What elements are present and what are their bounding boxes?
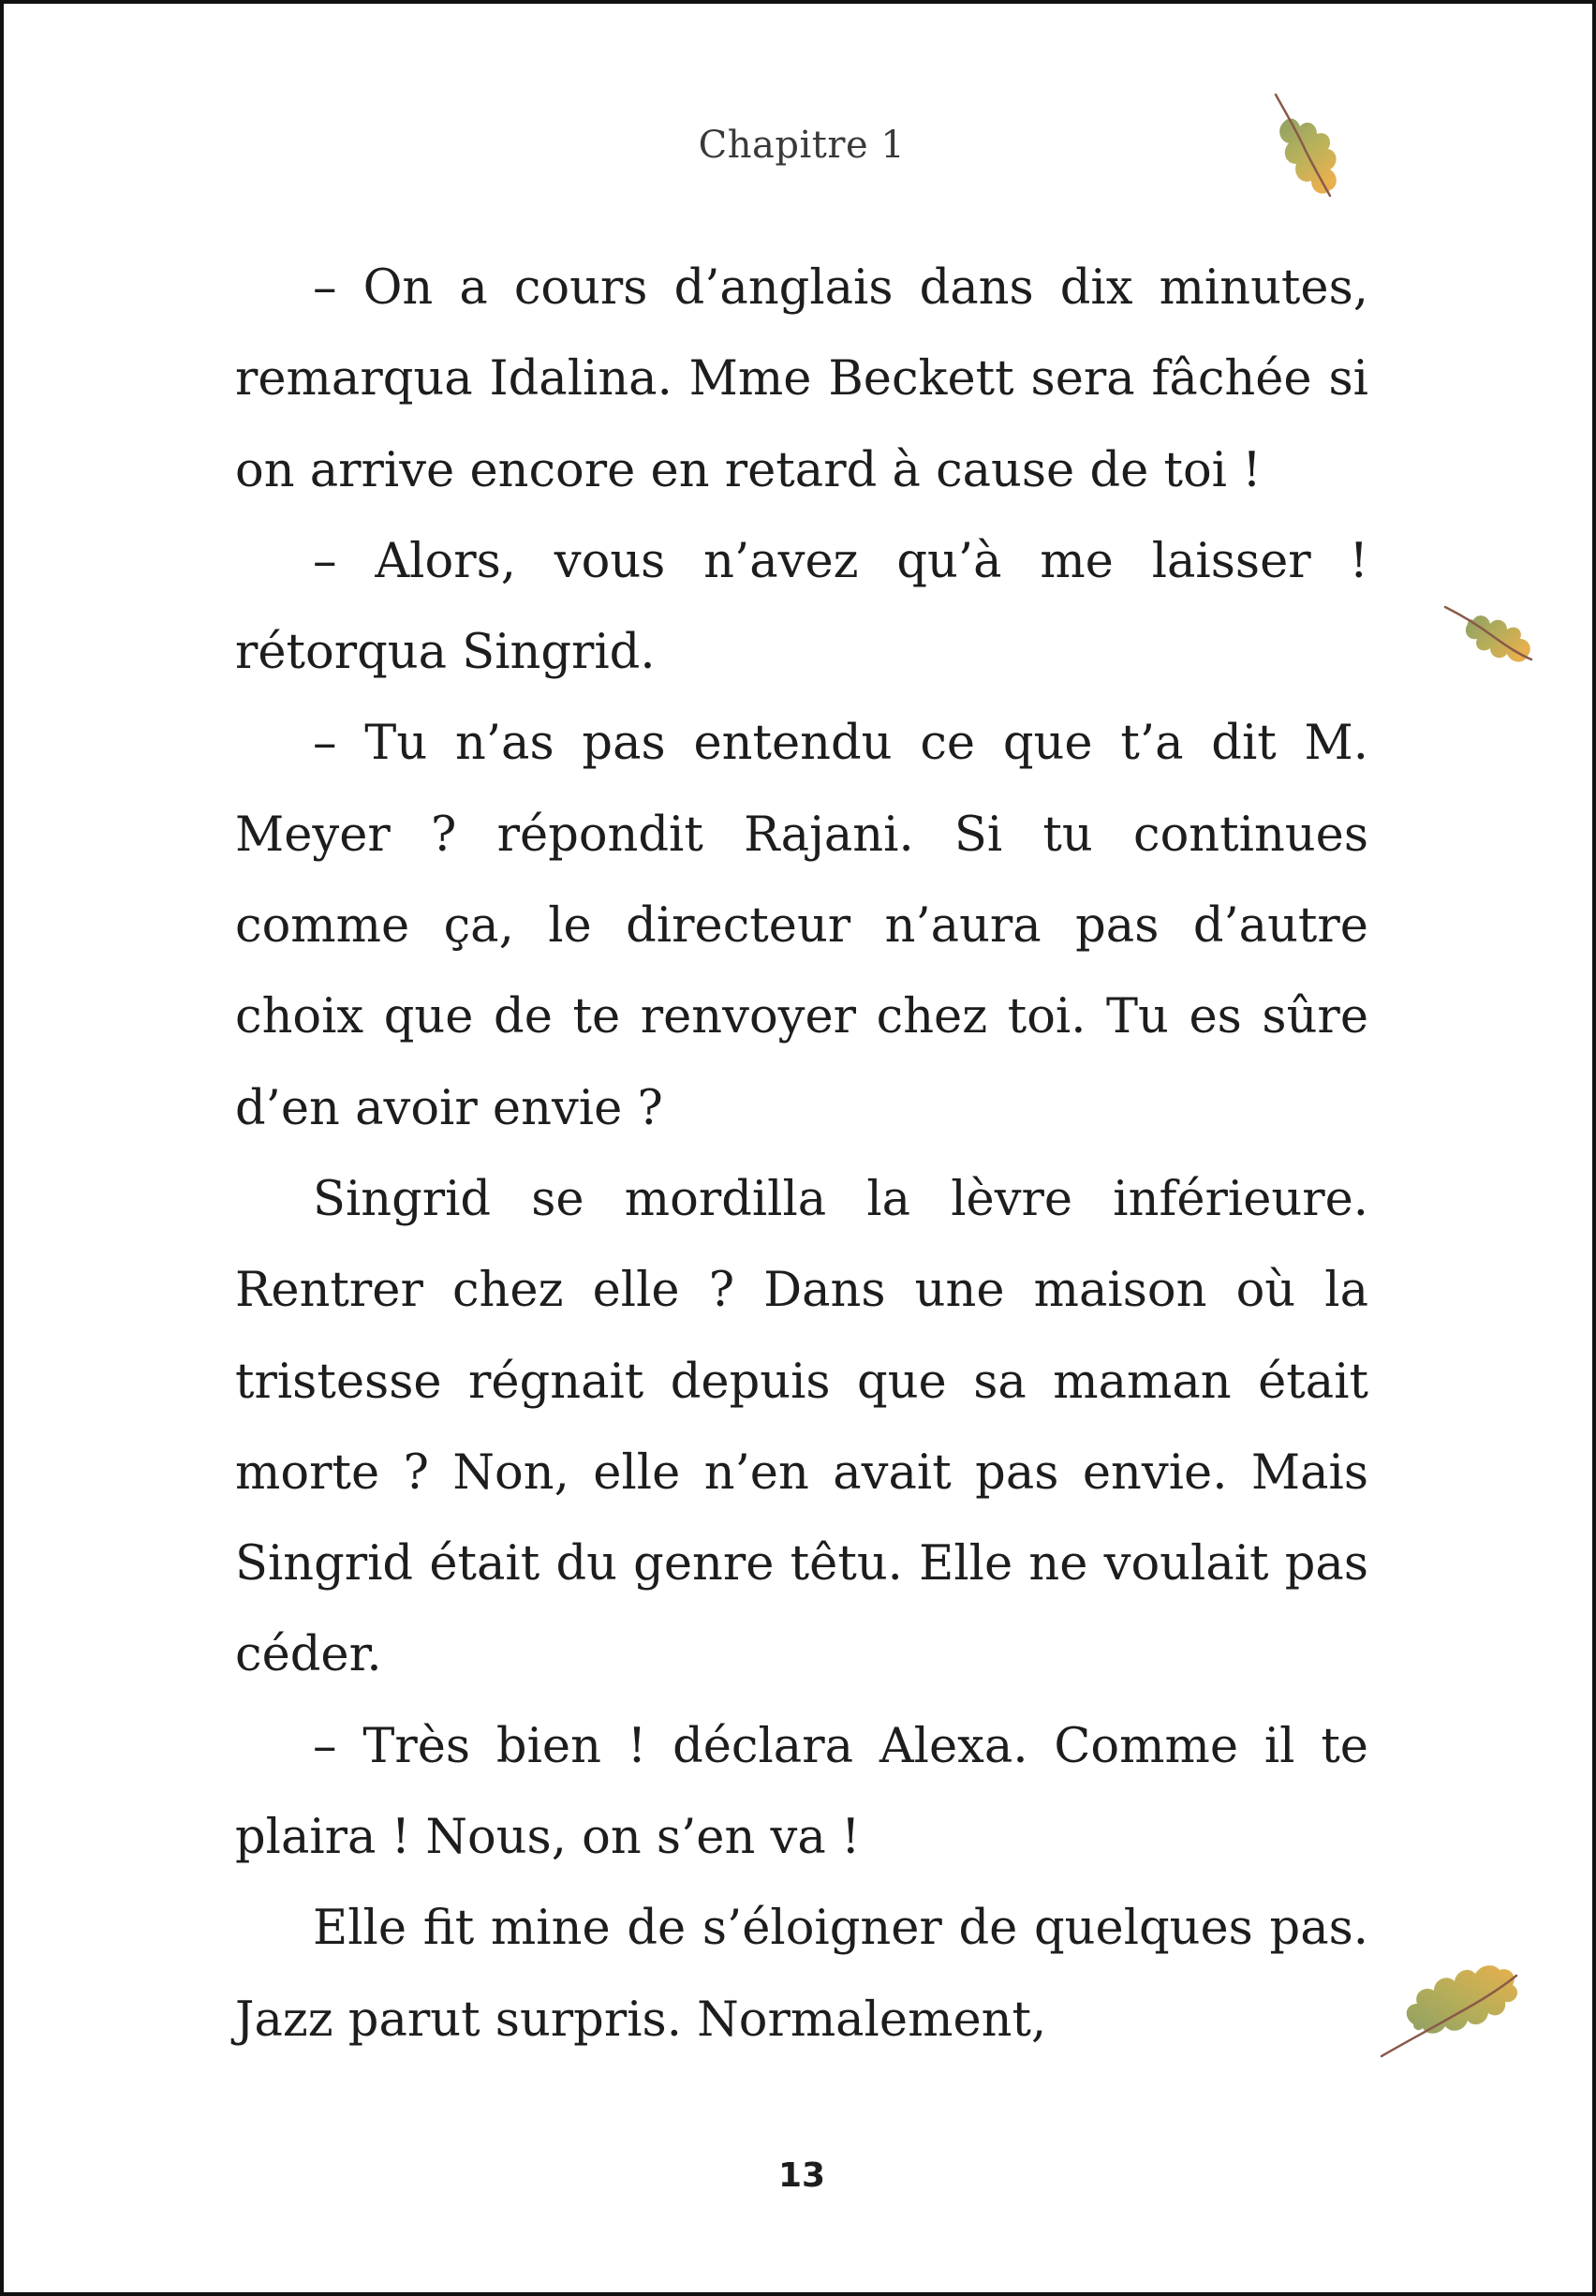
paragraph: – Très bien ! déclara Alexa. Comme il te plaira ! Nous, on s’en va ! xyxy=(235,1718,1368,1866)
page-number: 13 xyxy=(777,2156,826,2195)
oak-leaf-icon xyxy=(1268,93,1352,210)
running-title: Chapitre 1 xyxy=(698,124,906,167)
paragraph: – On a cours d’anglais dans dix minutes, remarqua Idalina. Mme Beckett sera fâchée si on arrive encore en retard à cause de toi ! xyxy=(235,260,1368,498)
oak-leaf-icon xyxy=(1376,1938,1535,2060)
paragraph: – Tu n’as pas entendu ce que t’a dit M. Meyer ? répondit Rajani. Si tu continues comme ça, le directeur n’aura pas d’autre choix que de te renvoyer chez toi. Tu es sûre d’en avoir envie ? xyxy=(235,716,1368,1136)
chapter-text xyxy=(235,243,1368,2066)
paragraph: – Alors, vous n’avez qu’à me laisser ! rétorqua Singrid. xyxy=(235,533,1368,681)
paragraph: Elle fit mine de s’éloigner de quelques pas. Jazz parut surpris. Normalement, xyxy=(235,1901,1368,2048)
oak-leaf-icon xyxy=(1441,600,1541,684)
paragraph: Singrid se mordilla la lèvre inférieure. Rentrer chez elle ? Dans une maison où la tristesse régnait depuis que sa maman était morte ? Non, elle n’en avait pas envie. Mais Singrid était du genre têtu. Elle ne voulait pas céder. xyxy=(235,1171,1368,1683)
